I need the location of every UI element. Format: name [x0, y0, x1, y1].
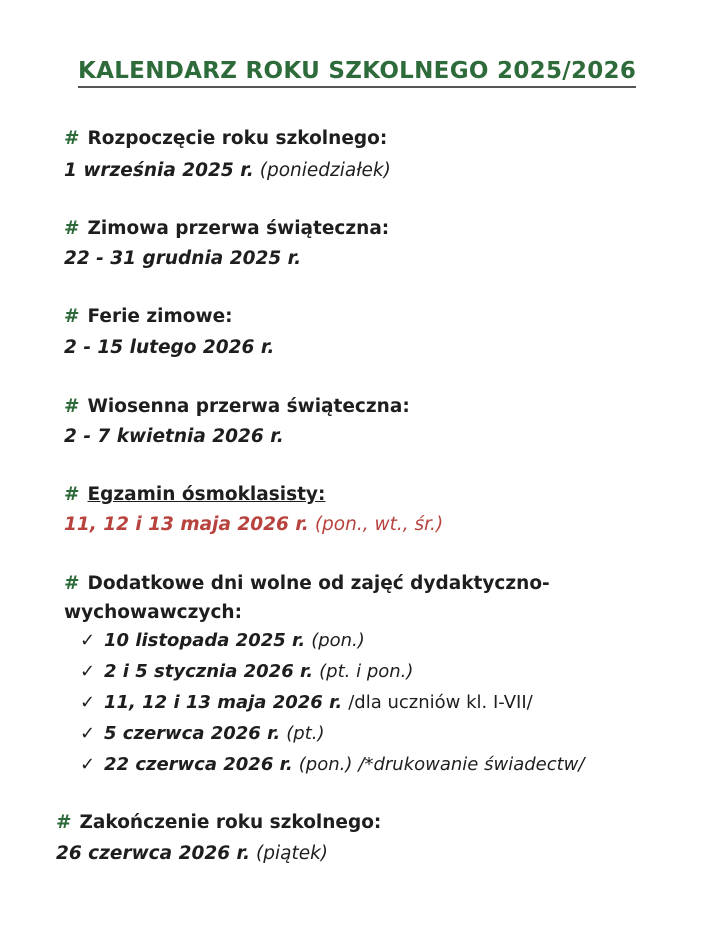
section-start-heading [64, 128, 387, 149]
hash-icon: # [56, 812, 72, 833]
page-title: KALENDARZ ROKU SZKOLNEGO 2025/2026 [78, 58, 636, 88]
list-item-note-extra: /*drukowanie świadectw/ [358, 754, 585, 775]
section-end-date-line [56, 843, 328, 864]
list-item [80, 630, 365, 651]
section-end-heading [56, 812, 381, 833]
section-exam-heading [64, 484, 325, 505]
list-item-date: 5 czerwca 2026 r. [104, 723, 281, 744]
hash-icon: # [64, 484, 80, 505]
section-end-heading-text: Zakończenie roku szkolnego: [79, 812, 382, 833]
section-exam-date-line [64, 514, 443, 535]
section-winter-heading-text: Zimowa przerwa świąteczna: [87, 218, 390, 239]
list-item-note: (pt.) [286, 723, 325, 744]
hash-icon: # [64, 396, 80, 417]
hash-icon: # [64, 128, 80, 149]
section-extra-heading-line1: Dodatkowe dni wolne od zajęć dydaktyczno- [87, 573, 550, 594]
section-start-heading-text: Rozpoczęcie roku szkolnego: [87, 128, 388, 149]
list-item-note: (pon.) [311, 630, 365, 651]
list-item-date: 2 i 5 stycznia 2026 r. [104, 661, 314, 682]
section-exam-date: 11, 12 i 13 maja 2026 r. [64, 514, 309, 535]
list-item-note: /dla uczniów kl. I-VII/ [348, 692, 533, 713]
section-winter-heading [64, 218, 389, 239]
section-extra-heading-line2: wychowawczych: [64, 602, 242, 623]
section-spring-date: 2 - 7 kwietnia 2026 r. [64, 426, 284, 447]
list-item-note: (pt. i pon.) [319, 661, 414, 682]
list-item-note: (pon.) [298, 754, 353, 775]
section-exam-heading-text: Egzamin ósmoklasisty: [87, 484, 326, 505]
section-spring-heading-text: Wiosenna przerwa świąteczna: [87, 396, 410, 417]
list-item [80, 661, 413, 682]
section-start-date: 1 września 2025 r. [64, 160, 254, 181]
section-ferie-heading [64, 306, 233, 327]
list-item-date: 10 listopada 2025 r. [104, 630, 306, 651]
checkmark-icon: ✓ [80, 692, 96, 713]
list-item-date: 11, 12 i 13 maja 2026 r. [104, 692, 343, 713]
section-start-day: (poniedziałek) [259, 160, 391, 181]
hash-icon: # [64, 218, 80, 239]
section-exam-day: (pon., wt., śr.) [314, 514, 444, 535]
section-ferie-heading-text: Ferie zimowe: [87, 306, 233, 327]
list-item [80, 754, 584, 775]
section-end-day: (piątek) [256, 843, 329, 864]
section-winter-date: 22 - 31 grudnia 2025 r. [64, 248, 302, 269]
section-extra-heading [64, 573, 550, 594]
hash-icon: # [64, 306, 80, 327]
checkmark-icon: ✓ [80, 754, 96, 775]
checkmark-icon: ✓ [80, 723, 96, 744]
section-start-date-line [64, 160, 391, 181]
section-spring-heading [64, 396, 410, 417]
checkmark-icon: ✓ [80, 661, 96, 682]
section-ferie-date: 2 - 15 lutego 2026 r. [64, 337, 275, 358]
hash-icon: # [64, 573, 80, 594]
section-end-date: 26 czerwca 2026 r. [56, 843, 251, 864]
list-item [80, 692, 533, 713]
list-item [80, 723, 325, 744]
checkmark-icon: ✓ [80, 630, 96, 651]
list-item-date: 22 czerwca 2026 r. [104, 754, 293, 775]
